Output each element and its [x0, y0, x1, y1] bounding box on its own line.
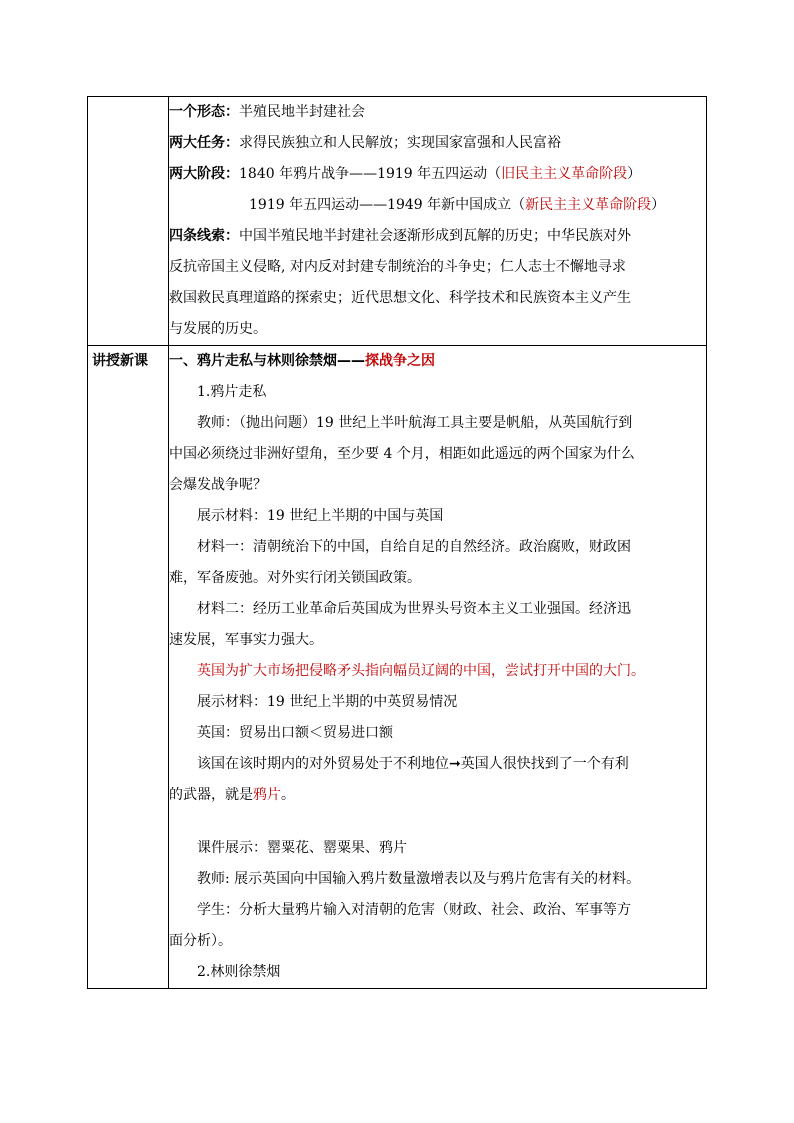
teacher-show-line: 教师: 展示英国向中国输入鸦片数量激增表以及与鸦片危害有关的材料。 [197, 871, 641, 887]
heading-1-red: 探战争之因 [365, 353, 435, 369]
teacher-question-1: 教师：（抛出问题）19 世纪上半叶航海工具主要是帆船，从英国航行到 [197, 415, 633, 431]
material-1-line-2: 难，军备废弛。对外实行闭关锁国政策。 [169, 570, 421, 586]
conclusion-red: 英国为扩大市场把侵略矛头指向幅员辽阔的中国，尝试打开中国的大门。 [197, 663, 645, 679]
tasks-label: 两大任务： [169, 135, 239, 151]
student-line-1: 学生：分析大量鸦片输入对清朝的危害（财政、社会、政治、军事等方 [197, 902, 631, 918]
trade-line-2 [169, 780, 706, 811]
tasks-text: 求得民族独立和人民解放；实现国家富强和人民富裕 [239, 135, 561, 151]
stage1-red: 旧民主主义革命阶段 [501, 166, 628, 182]
summary-row [88, 97, 707, 346]
teacher-question-3: 会爆发战争呢？ [169, 477, 267, 493]
form-label: 一个形态： [169, 104, 239, 120]
show-material-2: 展示材料：19 世纪上半期的中英贸易情况 [197, 694, 458, 710]
material-1-line-1: 材料一：清朝统治下的中国，自给自足的自然经济。政治腐败，财政困 [197, 539, 631, 555]
tasks-line [169, 128, 706, 159]
clues-line-1 [169, 221, 706, 252]
stage2-line [169, 190, 706, 221]
uk-trade-line: 英国：贸易出口额＜贸易进口额 [197, 725, 393, 741]
stages-label: 两大阶段： [169, 166, 239, 182]
stage1-end: ） [627, 166, 642, 182]
show-material-1: 展示材料：19 世纪上半期的中国与英国 [197, 508, 444, 524]
lesson-plan-table [87, 96, 707, 989]
trade-line-2b: 。 [281, 787, 295, 803]
lecture-label-cell [88, 346, 169, 989]
trade-line-1: 该国在该时期内的对外贸易处于不利地位➞英国人很快找到了一个有利 [197, 756, 629, 772]
courseware-line: 课件展示：罂粟花、罂粟果、鸦片 [197, 840, 407, 856]
stage2-red: 新民主主义革命阶段 [525, 197, 652, 213]
clues-text-1: 中国半殖民地半封建社会逐渐形成到瓦解的历史；中华民族对外 [239, 228, 631, 244]
sub-heading-1: 1.鸦片走私 [197, 384, 267, 400]
lecture-content-cell [169, 346, 707, 989]
heading-1-text: 一、鸦片走私与林则徐禁烟—— [169, 353, 365, 369]
clues-line-4: 与发展的历史。 [169, 321, 267, 337]
clues-line-2: 反抗帝国主义侵略, 对内反对封建专制统治的斗争史；仁人志士不懈地寻求 [169, 259, 626, 275]
lecture-row-label: 讲授新课 [92, 353, 148, 369]
summary-content-cell [169, 97, 707, 346]
stage2-end: ） [651, 197, 666, 213]
form-text: 半殖民地半封建社会 [239, 104, 365, 120]
stage2-text: 1919 年五四运动——1949 年新中国成立（ [249, 197, 526, 213]
trade-line-2-red: 鸦片 [253, 787, 281, 803]
student-line-2: 面分析）。 [169, 933, 232, 949]
stage1-text: 1840 年鸦片战争——1919 年五四运动（ [239, 166, 502, 182]
stage1-line [169, 159, 706, 190]
sub-heading-2: 2.林则徐禁烟 [197, 964, 281, 980]
blank-spacer [169, 811, 706, 833]
material-2-line-2: 速发展，军事实力强大。 [169, 632, 323, 648]
lecture-row [88, 346, 707, 989]
material-2-line-1: 材料二：经历工业革命后英国成为世界头号资本主义工业强国。经济迅 [197, 601, 631, 617]
form-line [169, 97, 706, 128]
trade-line-2a: 的武器，就是 [169, 787, 253, 803]
teacher-question-2: 中国必须绕过非洲好望角，至少要 4 个月，相距如此遥远的两个国家为什么 [169, 446, 635, 462]
heading-1 [169, 346, 706, 377]
clues-line-3: 救国救民真理道路的探索史；近代思想文化、科学技术和民族资本主义产生 [169, 290, 631, 306]
summary-label-cell [88, 97, 169, 346]
clues-label: 四条线索： [169, 228, 239, 244]
